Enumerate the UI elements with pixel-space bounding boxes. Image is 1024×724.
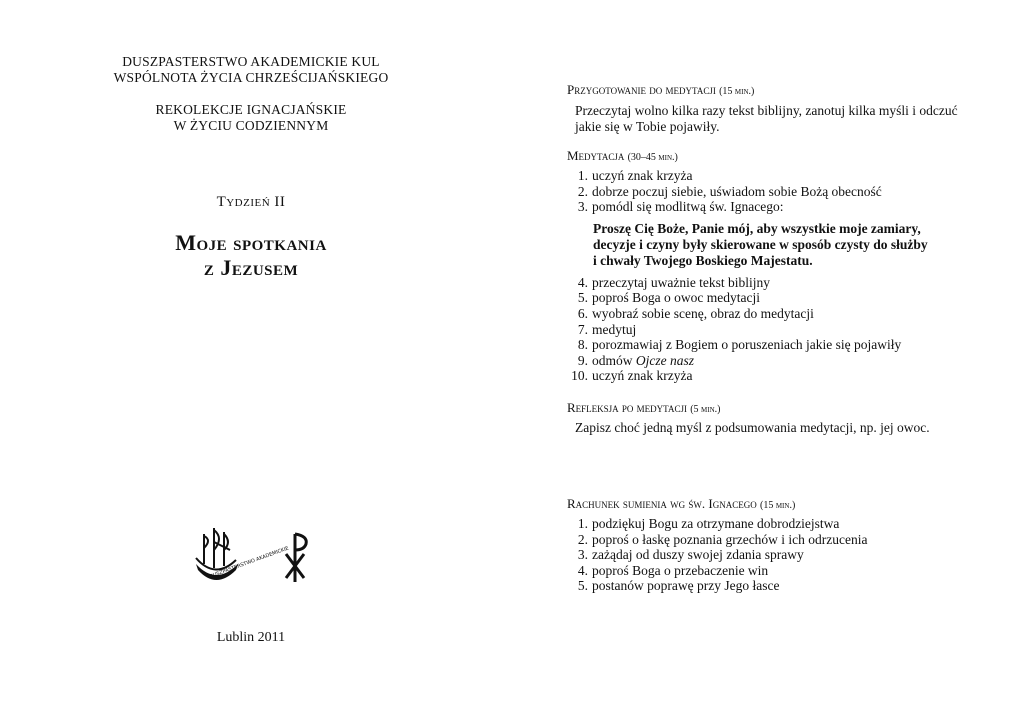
section-reflection <box>567 400 987 436</box>
list-item <box>567 199 987 215</box>
item-text: poproś Boga o owoc medytacji <box>592 290 760 306</box>
item-text: zażądaj od duszy swojej zdania sprawy <box>592 547 804 563</box>
section-title <box>567 148 987 165</box>
item-text: medytuj <box>592 321 637 337</box>
list-item <box>567 547 987 563</box>
section-meditation <box>567 148 987 384</box>
section-examen <box>567 496 987 594</box>
examen-time: (15 min.) <box>760 500 796 511</box>
item-number: 3. <box>577 547 588 563</box>
item-text: przeczytaj uważnie tekst biblijny <box>592 274 771 290</box>
item-number: 1. <box>577 168 588 183</box>
item-text: porozmawiaj z Bogiem o poruszeniach jakie się pojawiły <box>592 337 902 353</box>
item-text: odmów <box>592 352 636 368</box>
item-number: 10. <box>571 368 588 384</box>
item-number: 7. <box>577 321 588 337</box>
item-text-italic: Ojcze nasz <box>635 352 694 368</box>
item-number: 4. <box>577 562 588 578</box>
preparation-text-line-1: Przeczytaj wolno kilka razy tekst biblijny, zanotuj kilka myśli i odczuć <box>575 103 958 118</box>
item-number: 4. <box>577 274 588 290</box>
item-number: 2. <box>577 531 588 547</box>
list-item <box>567 337 987 353</box>
list-item <box>567 368 987 384</box>
item-text: uczyń znak krzyża <box>592 368 693 384</box>
reflection-time: (5 min.) <box>690 404 721 415</box>
item-text: poproś Boga o przebaczenie win <box>592 562 769 578</box>
list-item <box>567 290 987 306</box>
meditation-steps-list-continued <box>567 275 987 384</box>
retreat-header <box>0 102 502 134</box>
item-number: 2. <box>577 183 588 199</box>
section-preparation <box>567 82 987 134</box>
meditation-time: (30–45 min.) <box>627 152 678 163</box>
organization-header <box>0 54 502 86</box>
item-text: poproś o łaskę poznania grzechów i ich odrzucenia <box>592 531 868 547</box>
list-item <box>567 275 987 291</box>
reflection-text: Zapisz choć jedną myśl z podsumowania medytacji, np. jej owoc. <box>575 420 930 435</box>
item-number: 8. <box>577 337 588 353</box>
section-title <box>567 400 987 417</box>
title-line-2: z Jezusem <box>203 255 299 280</box>
meditation-title: Medytacja <box>567 148 625 163</box>
logos <box>190 520 320 590</box>
preparation-text <box>575 103 987 134</box>
item-number: 5. <box>577 578 588 594</box>
list-item <box>567 516 987 532</box>
prayer-line-2: decyzje i czyny były skierowane w sposób czysty do służby <box>593 236 928 252</box>
list-item <box>567 184 987 200</box>
item-text: podziękuj Bogu za otrzymane dobrodziejstwa <box>592 516 840 531</box>
list-item <box>567 322 987 338</box>
item-number: 3. <box>577 199 588 215</box>
page-title <box>0 230 502 280</box>
header-line-1: DUSZPASTERSTWO AKADEMICKIE KUL <box>122 54 380 69</box>
preparation-time: (15 min.) <box>719 86 755 97</box>
prayer-line-1: Proszę Cię Boże, Panie mój, aby wszystkie moje zamiary, <box>593 220 921 236</box>
list-item <box>567 532 987 548</box>
item-number: 1. <box>577 516 588 531</box>
week-label: Tydzień II <box>216 194 286 210</box>
preparation-text-line-2: jakie się w Tobie pojawiły. <box>575 118 720 134</box>
title-line-1: Moje spotkania <box>175 230 327 255</box>
section-title <box>567 496 987 513</box>
item-text: dobrze poczuj siebie, uświadom sobie Bożą obecność <box>592 183 882 199</box>
prayer-line-3: i chwały Twojego Boskiego Majestatu. <box>593 252 813 268</box>
header-line-2: WSPÓLNOTA ŻYCIA CHRZEŚCIJAŃSKIEGO <box>113 70 389 85</box>
item-number: 5. <box>577 290 588 306</box>
list-item <box>567 353 987 369</box>
examen-steps-list <box>567 516 987 594</box>
list-item <box>567 563 987 579</box>
section-title <box>567 82 987 99</box>
list-item <box>567 578 987 594</box>
examen-title: Rachunek sumienia wg św. Ignacego <box>567 496 757 511</box>
item-text: uczyń znak krzyża <box>592 168 693 183</box>
reflection-title: Refleksja po medytacji <box>567 400 687 415</box>
ship-logo-icon <box>190 520 320 590</box>
meditation-steps-list <box>567 168 987 215</box>
ignatian-prayer <box>593 221 963 269</box>
item-number: 9. <box>577 352 588 368</box>
footer-place-year: Lublin 2011 <box>216 630 286 645</box>
list-item <box>567 306 987 322</box>
item-text: pomódl się modlitwą św. Ignacego: <box>592 199 784 215</box>
list-item <box>567 168 987 184</box>
item-text: wyobraź sobie scenę, obraz do medytacji <box>592 305 814 321</box>
preparation-title: Przygotowanie do medytacji <box>567 82 716 97</box>
subheader-line-2: W ŻYCIU CODZIENNYM <box>173 118 329 133</box>
subheader-line-1: REKOLEKCJE IGNACJAŃSKIE <box>155 102 347 117</box>
logo-text: DUSZPASTERSTWO AKADEMICKIE <box>208 545 290 580</box>
right-page <box>512 0 1024 724</box>
item-number: 6. <box>577 305 588 321</box>
item-text: postanów poprawę przy Jego łasce <box>592 578 780 594</box>
